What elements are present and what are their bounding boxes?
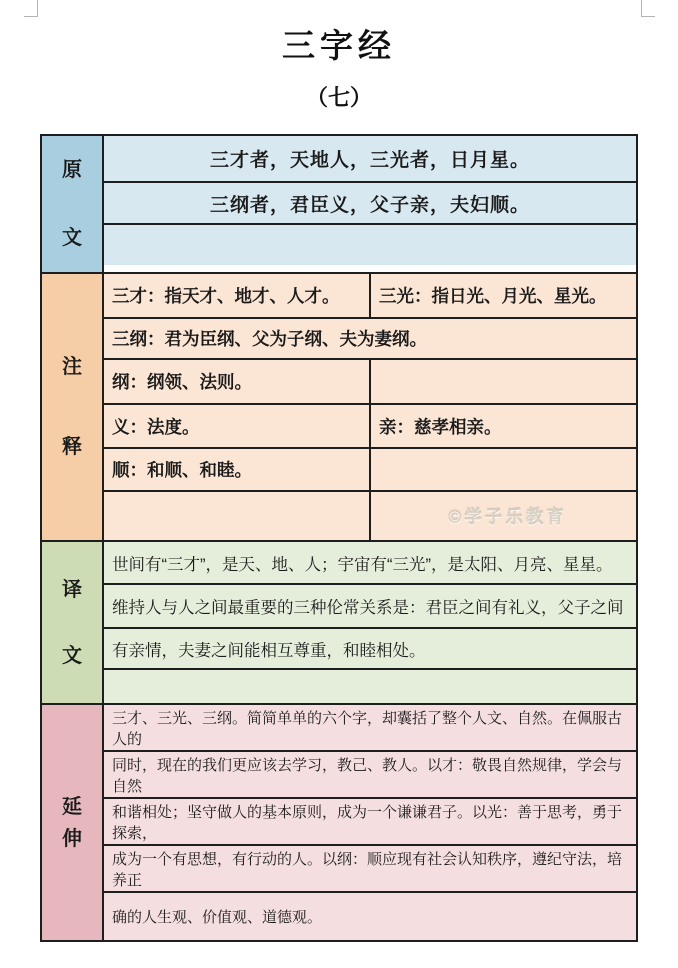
section-label-translation (42, 542, 104, 703)
table-row (104, 360, 636, 405)
table-row (104, 799, 636, 846)
section-label-annotations (42, 274, 104, 540)
table-row (104, 405, 636, 449)
table-row (104, 274, 636, 319)
table-cell: 三才：指天才、地才、人才。 (104, 274, 369, 317)
table-cell: 世间有“三才”，是天、地、人；宇宙有“三光”，是太阳、月亮、星星。 (104, 542, 636, 583)
section-label-text: 原文 (62, 159, 82, 249)
section-rows (104, 705, 636, 940)
table-cell-empty (369, 449, 636, 490)
table-cell: 三才、三光、三纲。简简单单的六个字，却囊括了整个人文、自然。在佩服古人的 (104, 705, 636, 750)
table-cell: 三纲者，君臣义，父子亲，夫妇顺。 (104, 183, 636, 223)
worksheet-table (40, 134, 638, 942)
table-cell: 纲：纲领、法则。 (104, 360, 369, 403)
table-cell: 义：法度。 (104, 405, 369, 447)
table-cell: 三纲：君为臣纲、父为子纲、夫为妻纲。 (104, 319, 636, 358)
section-rows (104, 274, 636, 540)
table-cell-empty (104, 225, 636, 265)
table-cell-empty (369, 360, 636, 403)
table-row (104, 752, 636, 799)
page-title: 三字经 (282, 29, 396, 65)
section-rows (104, 542, 636, 703)
table-row (104, 225, 636, 265)
table-cell: 三才者，天地人，三光者，日月星。 (104, 136, 636, 181)
section-extension (42, 705, 636, 940)
table-cell: 有亲情，夫妻之间能相互尊重，和睦相处。 (104, 629, 636, 668)
section-label-text: 注释 (62, 356, 82, 458)
table-row (104, 542, 636, 585)
section-label-text: 译文 (62, 578, 82, 667)
section-label-text: 延伸 (62, 795, 82, 850)
table-row (104, 585, 636, 629)
table-row (104, 893, 636, 940)
table-row (104, 319, 636, 360)
section-translation (42, 542, 636, 705)
section-original-text (42, 136, 636, 274)
section-label-extension (42, 705, 104, 940)
section-rows (104, 136, 636, 272)
table-cell: 顺：和顺、和睦。 (104, 449, 369, 490)
table-row (104, 705, 636, 752)
table-row (104, 492, 636, 540)
table-row (104, 670, 636, 703)
table-row (104, 183, 636, 225)
table-row (104, 449, 636, 492)
table-row (104, 629, 636, 670)
section-label-original-text (42, 136, 104, 272)
table-row (104, 846, 636, 893)
publisher-watermark: ©学子乐教育 (369, 492, 636, 540)
section-annotations (42, 274, 636, 542)
title-block (0, 0, 678, 112)
table-cell: 成为一个有思想，有行动的人。以纲：顺应现有社会认知秩序，遵纪守法，培养正 (104, 846, 636, 891)
table-cell: 维持人与人之间最重要的三种伦常关系是：君臣之间有礼义，父子之间 (104, 585, 636, 627)
table-cell: 同时，现在的我们更应该去学习，教己、教人。以才：敬畏自然规律，学会与自然 (104, 752, 636, 797)
page-subtitle: （七） (305, 85, 372, 110)
table-cell-empty (104, 670, 636, 703)
table-cell: 和谐相处；坚守做人的基本原则，成为一个谦谦君子。以光：善于思考，勇于探索， (104, 799, 636, 844)
table-cell-empty (104, 492, 369, 540)
table-cell: 三光：指日光、月光、星光。 (369, 274, 636, 317)
table-cell: 确的人生观、价值观、道德观。 (104, 893, 636, 940)
table-cell: 亲：慈孝相亲。 (369, 405, 636, 447)
table-row (104, 136, 636, 183)
